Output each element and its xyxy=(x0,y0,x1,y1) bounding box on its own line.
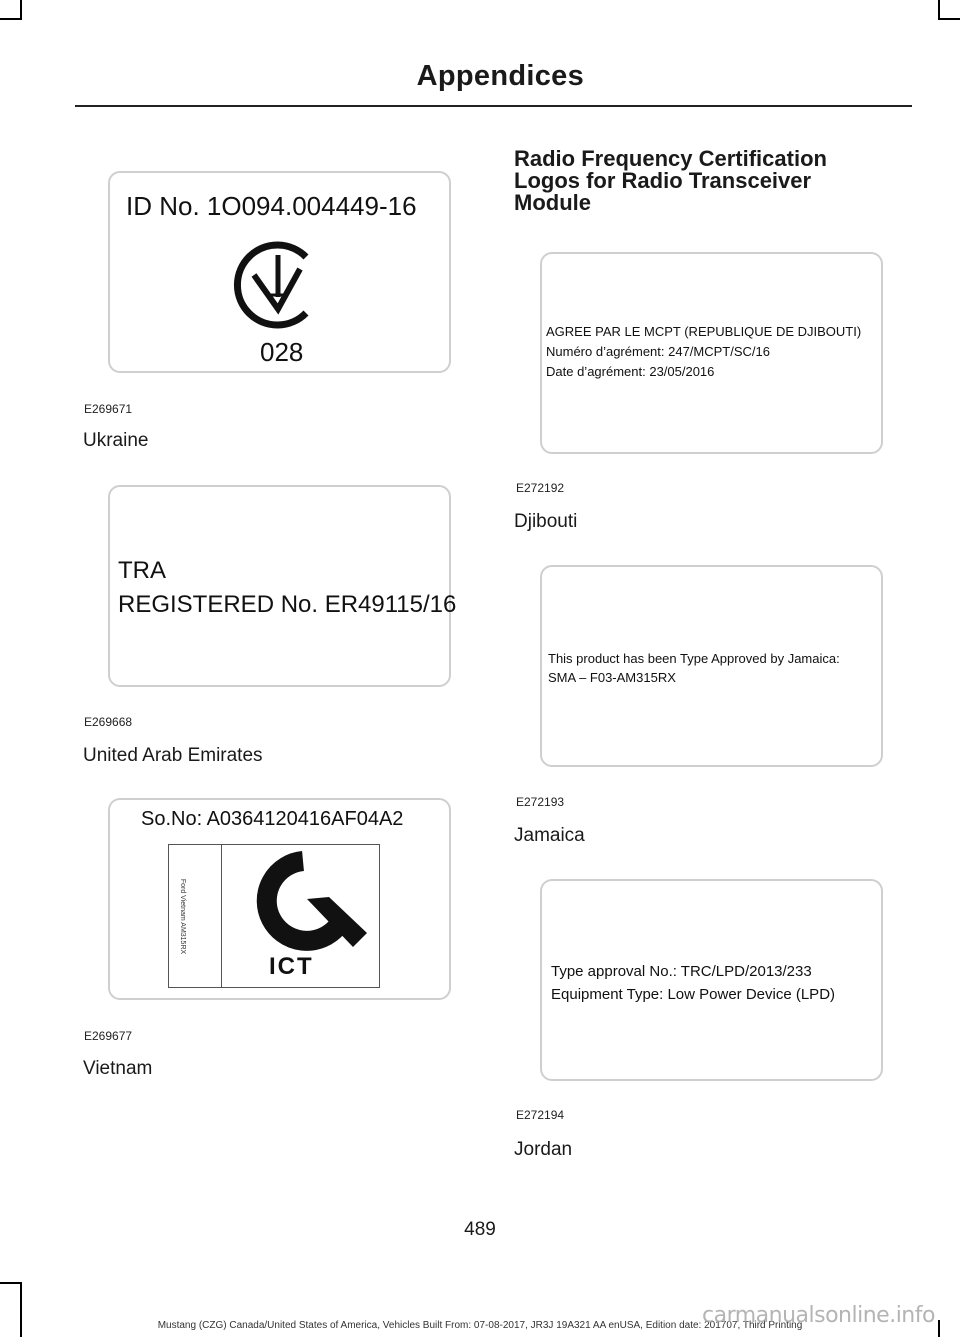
djibouti-label-image xyxy=(540,252,883,454)
crop-mark-top-left-h xyxy=(0,18,22,20)
uae-label-image xyxy=(108,485,457,687)
section-title-line: Module xyxy=(514,190,591,215)
jordan-line-1: Type approval No.: TRC/LPD/2013/233 xyxy=(551,963,812,980)
header-rule xyxy=(75,105,912,107)
vietnam-ict-mark-icon xyxy=(233,849,373,953)
jamaica-line-1: This product has been Type Approved by Jamaica: xyxy=(548,651,840,666)
vietnam-mark-frame xyxy=(168,844,380,988)
jordan-line-2: Equipment Type: Low Power Device (LPD) xyxy=(551,986,836,1003)
djibouti-line-2: Numéro d’agrément: 247/MCPT/SC/16 xyxy=(546,344,770,359)
ukraine-label-image xyxy=(108,171,451,373)
image-code: E272192 xyxy=(516,481,565,495)
caption-jamaica: Jamaica xyxy=(514,825,585,846)
crop-mark-top-right-v xyxy=(938,0,940,18)
vietnam-serial-text: So.No: A0364120416AF04A2 xyxy=(141,808,404,830)
jamaica-line-2: SMA – F03-AM315RX xyxy=(548,670,676,685)
image-code: E269677 xyxy=(84,1029,133,1043)
crop-mark-top-left-v xyxy=(20,0,22,18)
uae-registered-text: REGISTERED No. ER49115/16 xyxy=(118,591,457,618)
vietnam-ict-text: ICT xyxy=(269,953,314,980)
caption-uae: United Arab Emirates xyxy=(83,745,263,766)
jordan-label-image xyxy=(540,879,883,1081)
section-title xyxy=(514,148,894,214)
section-title-line: Logos for Radio Transceiver xyxy=(514,168,812,193)
vietnam-mark-divider xyxy=(221,845,222,987)
caption-jordan: Jordan xyxy=(514,1139,573,1160)
footer-text: Mustang (CZG) Canada/United States of America, Vehicles Built From: 07-08-2017, JR3J 19A321 AA enUSA, Edition date: 201707, Third Printing xyxy=(157,1320,803,1331)
vietnam-side-text: Ford Vietnam AM315RX xyxy=(179,878,187,955)
djibouti-line-1: AGREE PAR LE MCPT (REPUBLIQUE DE DJIBOUTI) xyxy=(546,324,862,339)
caption-vietnam: Vietnam xyxy=(83,1058,153,1079)
image-code: E272193 xyxy=(516,795,565,809)
watermark-logo: carmanualsonline.info xyxy=(702,1303,935,1328)
caption-ukraine: Ukraine xyxy=(83,430,149,451)
image-code: E272194 xyxy=(516,1108,565,1122)
page-number: 489 xyxy=(464,1219,496,1240)
crop-mark-top-right-h xyxy=(938,18,960,20)
image-code: E269671 xyxy=(84,402,133,416)
ukraine-number: 028 xyxy=(260,337,304,367)
ukraine-id-text: ID No. 1O094.004449-16 xyxy=(126,191,417,221)
ukraine-conformity-mark-icon xyxy=(228,235,328,335)
page-title: Appendices xyxy=(416,60,584,92)
djibouti-line-3: Date d’agrément: 23/05/2016 xyxy=(546,364,715,379)
jamaica-label-image xyxy=(540,565,883,767)
image-code: E269668 xyxy=(84,715,133,729)
uae-tra-text: TRA xyxy=(118,557,166,584)
section-title-line: Radio Frequency Certification xyxy=(514,146,827,171)
vietnam-label-image xyxy=(108,798,451,1000)
caption-djibouti: Djibouti xyxy=(514,511,578,532)
crop-mark-bottom-left-h xyxy=(0,1282,22,1284)
